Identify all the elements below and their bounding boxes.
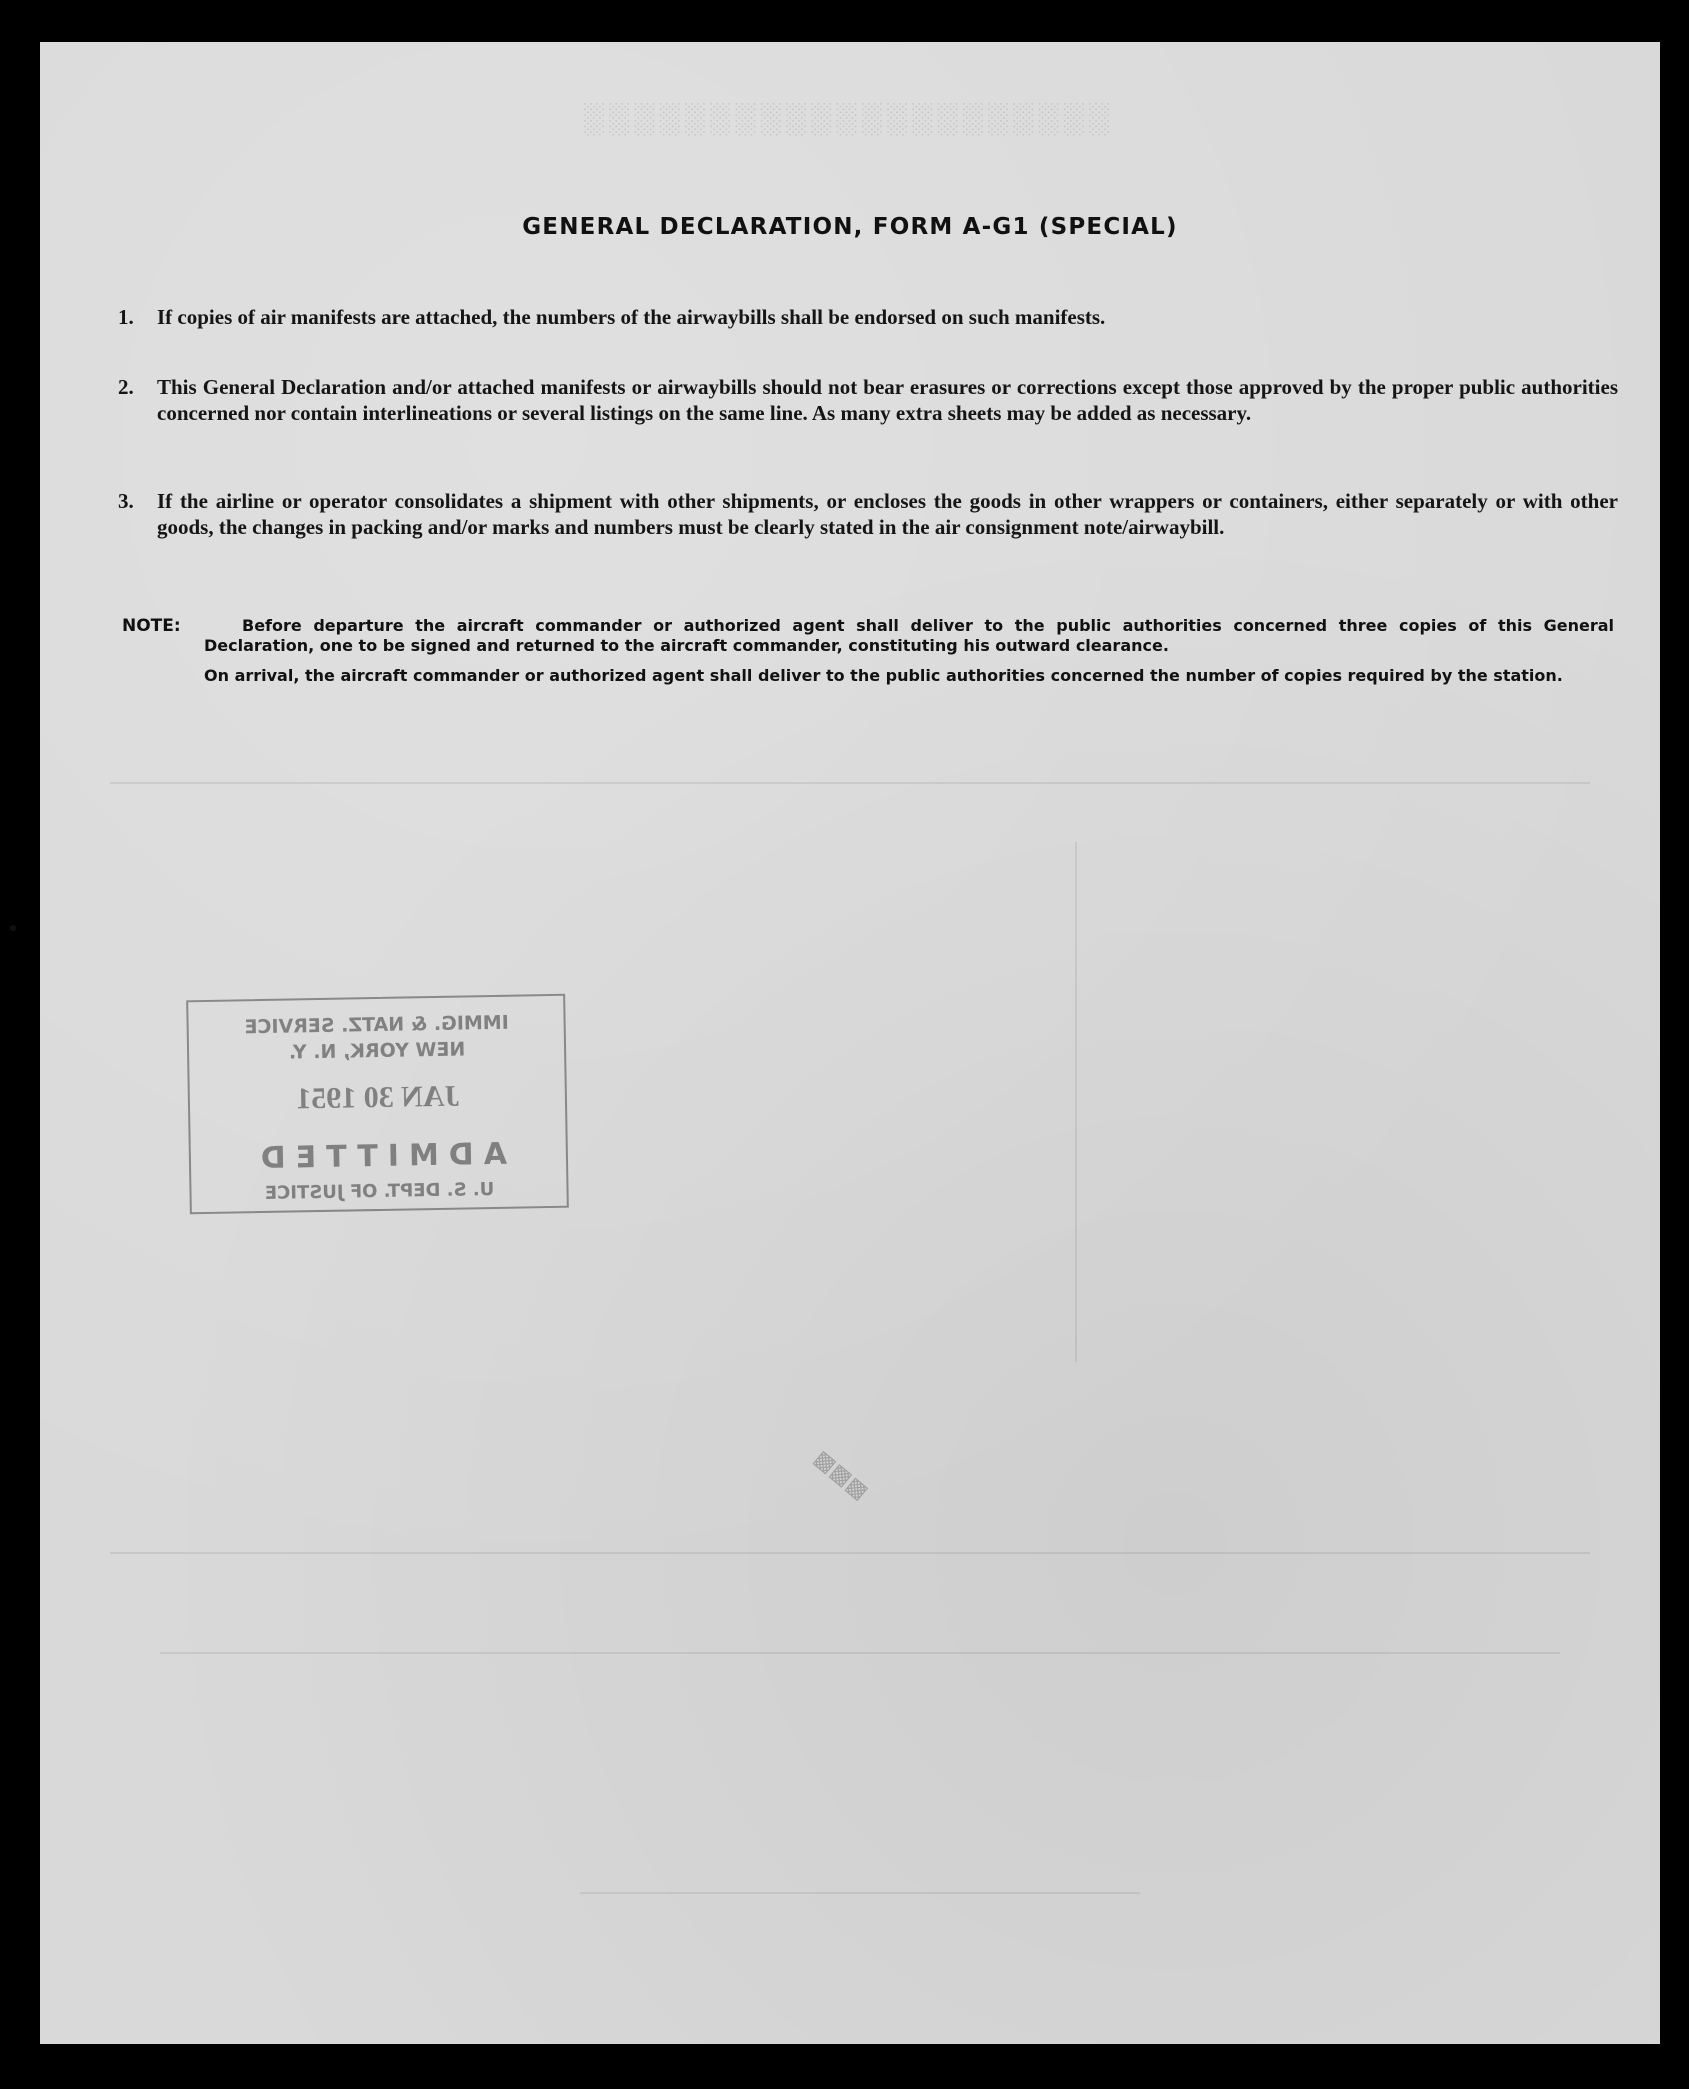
note-section	[122, 616, 1614, 696]
bleed-through-line	[1075, 842, 1077, 1362]
svg-text:JAN 30 1951: JAN 30 1951	[295, 1079, 460, 1116]
form-title: GENERAL DECLARATION, FORM A-G1 (SPECIAL)	[522, 214, 1178, 240]
instruction-item	[118, 304, 1618, 330]
instruction-item	[118, 374, 1618, 426]
scan-speck	[10, 925, 16, 931]
document-page	[40, 42, 1660, 2044]
bleed-through-mark: ▩▩▩	[809, 1444, 874, 1505]
note-paragraph: On arrival, the aircraft commander or authorized agent shall deliver to the public authorities concerned the number of copies required by the station.	[204, 666, 1563, 685]
svg-text:IMMIG. & NATZ. SERVICE: IMMIG. & NATZ. SERVICE	[244, 1011, 509, 1039]
item-number: 1.	[118, 305, 134, 329]
stamp-image	[188, 996, 567, 1213]
admitted-stamp	[186, 994, 569, 1215]
item-number: 2.	[118, 375, 134, 399]
bleed-through-line	[160, 1652, 1560, 1654]
note-label: NOTE:	[122, 616, 181, 636]
bleed-through-line	[580, 1892, 1140, 1894]
item-number: 3.	[118, 489, 134, 513]
svg-text:NEW YORK, N. Y.: NEW YORK, N. Y.	[288, 1038, 466, 1064]
note-paragraph: Before departure the aircraft commander or authorized agent shall deliver to the public authorities concerned three copies of this General Declaration, one to be signed and returned to the aircraft commander, constituting his outward clearance.	[204, 616, 1614, 655]
item-text: If copies of air manifests are attached, the numbers of the airwaybills shall be endorsed on such manifests.	[157, 305, 1106, 329]
bleed-through-line	[110, 782, 1590, 784]
bleed-through-line	[110, 1552, 1590, 1554]
note-body	[204, 616, 1614, 686]
svg-text:ADMITTED: ADMITTED	[250, 1136, 508, 1177]
instruction-item	[118, 488, 1618, 540]
bleed-through-text: ░░░░░░░░░░░░░░░░░░░░░	[580, 102, 1111, 135]
svg-text:U. S. DEPT. OF JUSTICE: U. S. DEPT. OF JUSTICE	[264, 1178, 495, 1204]
item-text: This General Declaration and/or attached manifests or airwaybills should not bear erasures or corrections except those approved by the proper public authorities concerned nor contain interlineations or several listings on the same line. As many extra sheets may be added as necessary.	[157, 375, 1618, 425]
item-text: If the airline or operator consolidates a shipment with other shipments, or encloses the goods in other wrappers or containers, either separately or with other goods, the changes in packing and/or marks and numbers must be clearly stated in the air consignment note/airwaybill.	[157, 489, 1618, 539]
